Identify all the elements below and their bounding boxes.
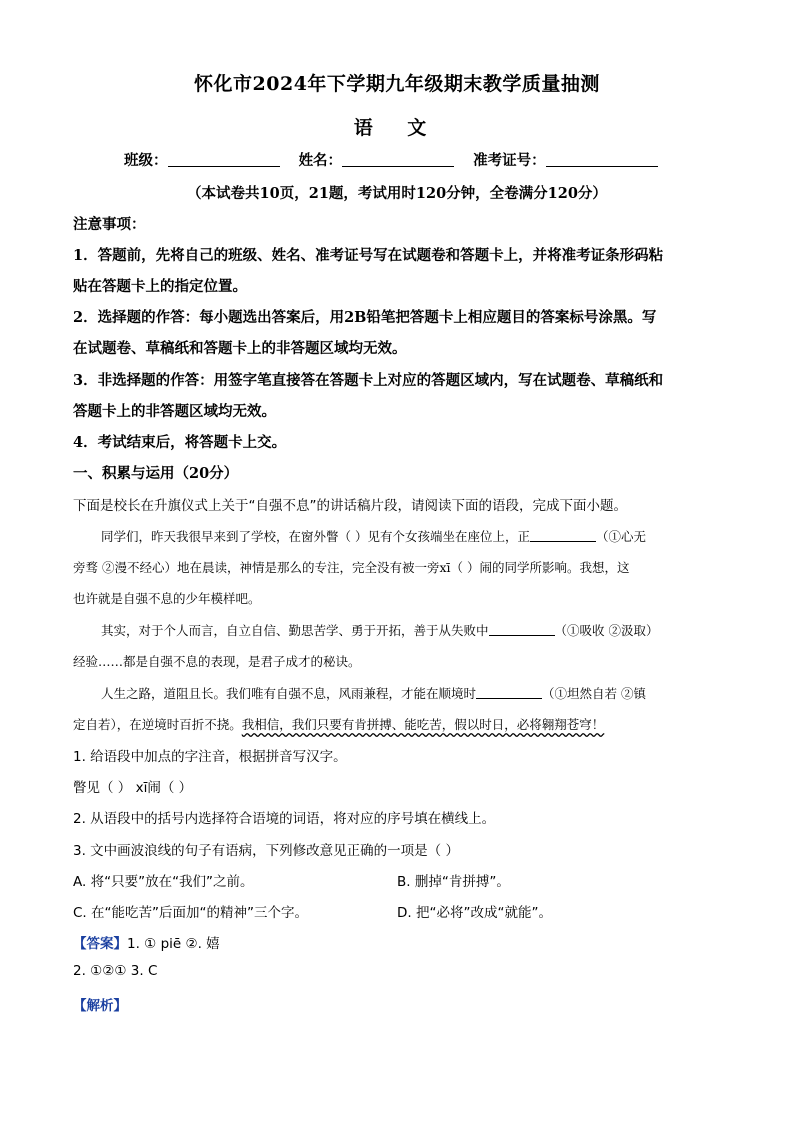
answer-tag: 【答案】 <box>73 936 127 952</box>
question-2: 2. 从语段中的括号内选择符合语境的词语，将对应的序号填在横线上。 <box>73 811 496 827</box>
option-b: B. 删掉“肯拼搏”。 <box>397 874 510 890</box>
wavy-sentence: 我相信，我们只要有肯拼搏、能吃苦，假以时日，必将翱翔苍穹！ <box>241 717 605 732</box>
notice-line: 贴在答题卡上的指定位置。 <box>73 278 247 295</box>
passage-line <box>101 527 646 545</box>
name-blank <box>342 152 454 167</box>
notice-line: 2．选择题的作答：每小题选出答案后，用2B铅笔把答题卡上相应题目的答案标号涂黑。写 <box>73 309 657 326</box>
notice-line: 答题卡上的非答题区域均无效。 <box>73 403 276 420</box>
passage-line: 旁骛 ②漫不经心）地在晨读，神情是那么的专注，完全没有被一旁xī（ ）闹的同学所影响。我想，这 <box>73 560 630 575</box>
fill-blank <box>476 687 542 699</box>
notice-line: 在试题卷、草稿纸和答题卡上的非答题区域均无效。 <box>73 340 407 357</box>
passage-text: 其实，对于个人而言，自立自信、勤思苦学、勇于开拓，善于从失败中 <box>101 623 489 638</box>
name-label: 姓名： <box>298 152 343 169</box>
class-blank <box>168 152 280 167</box>
question-3: 3. 文中画波浪线的句子有语病，下列修改意见正确的一项是（ ） <box>73 843 459 859</box>
question-1: 1. 给语段中加点的字注音，根据拼音写汉字。 <box>73 749 347 765</box>
notice-line: 4．考试结束后，将答题卡上交。 <box>73 434 287 451</box>
passage-text: （①吸收 ②汲取） <box>554 623 659 638</box>
fill-blank <box>489 624 555 636</box>
passage-line <box>101 684 646 702</box>
section-heading: 一、积累与运用（20分） <box>73 465 239 482</box>
option-d: D. 把“必将”改成“就能”。 <box>397 905 552 921</box>
notice-line: 1．答题前，先将自己的班级、姓名、准考证号写在试题卷和答题卡上，并将准考证条形码粘 <box>73 247 664 264</box>
analysis-tag: 【解析】 <box>73 998 127 1014</box>
passage-text: 定自若），在逆境时百折不挠。 <box>73 717 242 732</box>
class-label: 班级： <box>124 152 168 169</box>
passage-text: （①心无 <box>595 529 646 544</box>
exam-title: 怀化市2024年下学期九年级期末教学质量抽测 <box>194 73 600 95</box>
passage-line <box>101 621 659 639</box>
answer-line <box>73 932 220 952</box>
notice-heading: 注意事项： <box>73 216 146 233</box>
exam-no-label: 准考证号： <box>473 152 546 169</box>
passage-text: （①坦然自若 ②镇 <box>542 686 646 701</box>
option-c: C. 在“能吃苦”后面加“的精神”三个字。 <box>73 905 308 921</box>
passage-line <box>73 715 604 733</box>
passage-line: 也许就是自强不息的少年模样吧。 <box>73 591 261 606</box>
subject-title: 语 文 <box>353 117 441 139</box>
fill-blank <box>530 530 596 542</box>
answer-1: 1. ① piē ②. 嬉 <box>127 936 220 952</box>
question-1-fill: 瞥见（ ） xī闹（ ） <box>73 780 193 796</box>
exam-note: （本试卷共10页，21题，考试用时120分钟，全卷满分120分） <box>187 185 607 202</box>
section-intro: 下面是校长在升旗仪式上关于“自强不息”的讲话稿片段，请阅读下面的语段，完成下面小题。 <box>73 498 627 514</box>
passage-text: 人生之路，道阻且长。我们唯有自强不息，风雨兼程，才能在顺境时 <box>101 686 477 701</box>
student-info-fields <box>124 149 672 170</box>
passage-line: 经验……都是自强不息的表现，是君子成才的秘诀。 <box>73 654 361 669</box>
answer-2-3: 2. ①②① 3. C <box>73 963 158 979</box>
passage-text: 同学们，昨天我很早来到了学校，在窗外瞥（ ）见有个女孩端坐在座位上，正 <box>101 529 530 544</box>
option-a: A. 将“只要”放在“我们”之前。 <box>73 874 254 890</box>
notice-line: 3．非选择题的作答：用签字笔直接答在答题卡上对应的答题区域内，写在试题卷、草稿纸和 <box>73 372 664 389</box>
exam-no-blank <box>546 152 658 167</box>
